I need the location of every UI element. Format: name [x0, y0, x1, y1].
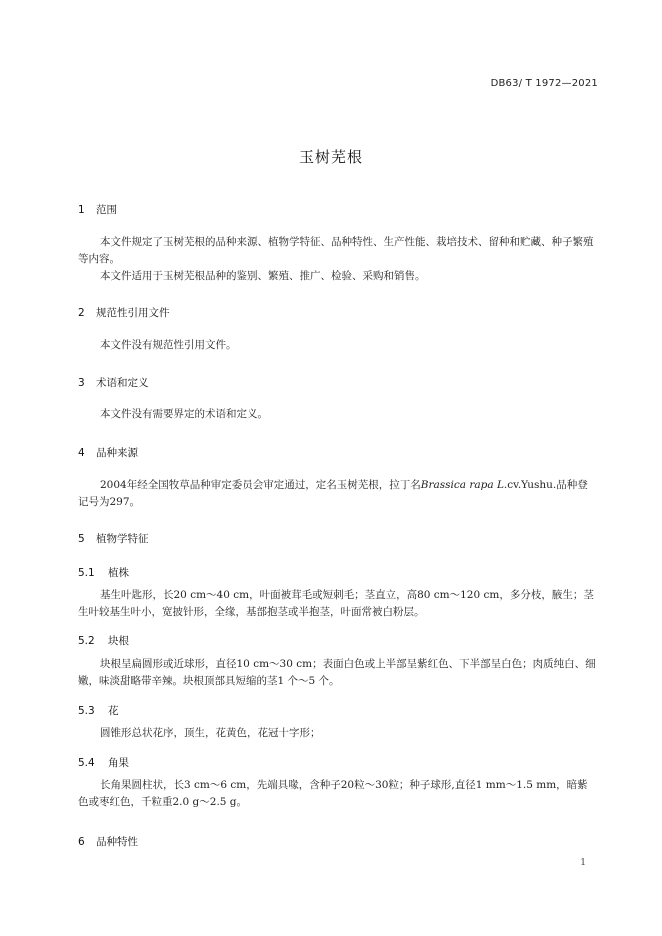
- section-heading-1: [78, 202, 117, 217]
- scope-paragraph-2: 本文件适用于玉树芜根品种的鉴别、繁殖、推广、检验、采购和销售。: [100, 270, 426, 282]
- subsection-title: 块根: [108, 635, 129, 647]
- section-number: 3: [78, 377, 85, 389]
- section-heading-6: [78, 834, 138, 849]
- flower-paragraph: 圆锥形总状花序，顶生，花黄色，花冠十字形；: [100, 727, 321, 739]
- latin-name: Brassica rapa L.: [420, 479, 508, 491]
- subsection-heading-5-4: [78, 755, 129, 770]
- section-number: 4: [78, 447, 85, 459]
- section-title: 范围: [96, 204, 117, 216]
- subsection-number: 5.1: [78, 567, 95, 579]
- section-number: 5: [78, 533, 85, 545]
- scope-paragraph-1: 本文件规定了玉树芜根的品种来源、植物学特征、品种特性、生产性能、栽培技术、留种和贮藏、种子繁殖等内容。: [78, 236, 594, 265]
- subsection-heading-5-1: [78, 565, 129, 580]
- page-title: 玉树芜根: [298, 148, 363, 166]
- subsection-title: 花: [108, 705, 119, 717]
- document-code: DB63/ T 1972—2021: [490, 78, 598, 89]
- section-heading-3: [78, 375, 149, 390]
- terms-paragraph: 本文件没有需要界定的术语和定义。: [100, 408, 268, 420]
- references-paragraph: 本文件没有规范性引用文件。: [100, 339, 237, 351]
- section-title: 术语和定义: [96, 377, 149, 389]
- subsection-number: 5.4: [78, 757, 95, 769]
- subsection-title: 植株: [108, 567, 129, 579]
- section-title: 品种来源: [96, 447, 138, 459]
- section-number: 1: [78, 204, 85, 216]
- fruit-paragraph: 长角果圆柱状，长3 cm～6 cm，先端具喙，含种子20粒～30粒；种子球形,直径1 mm～1.5 mm，暗紫色或枣红色，千粒重2.0 g～2.5 g。: [78, 779, 588, 808]
- subsection-heading-5-2: [78, 633, 129, 648]
- root-paragraph: 块根呈扁圆形或近球形，直径10 cm～30 cm；表面白色或上半部呈紫红色、下半部呈白色；肉质纯白、细嫩，味淡甜略带辛辣。块根顶部具短缩的茎1 个～5 个。: [78, 658, 596, 687]
- subsection-title: 角果: [108, 757, 129, 769]
- section-heading-4: [78, 445, 138, 460]
- section-heading-2: [78, 305, 170, 320]
- section-title: 品种特性: [96, 836, 138, 848]
- subsection-number: 5.3: [78, 705, 95, 717]
- origin-paragraph: [78, 477, 598, 511]
- section-number: 2: [78, 307, 85, 319]
- plant-paragraph: 基生叶匙形，长20 cm～40 cm，叶面被茸毛或短刺毛；茎直立，高80 cm～120 cm，多分枝，腋生；茎生叶较基生叶小，宽披针形，全缘，基部抱茎或半抱茎，叶面常被白粉层。: [78, 589, 594, 618]
- origin-text-a: 2004年经全国牧草品种审定委员会审定通过，定名玉树芜根，拉丁名: [100, 479, 421, 491]
- subsection-heading-5-3: [78, 703, 119, 718]
- section-heading-5: [78, 531, 149, 546]
- section-title: 植物学特征: [96, 533, 149, 545]
- origin-text-b: cv.Yushu.品种登记号为297。: [78, 479, 588, 508]
- subsection-number: 5.2: [78, 635, 95, 647]
- section-title: 规范性引用文件: [96, 307, 170, 319]
- section-number: 6: [78, 836, 85, 848]
- page-number: 1: [580, 858, 586, 868]
